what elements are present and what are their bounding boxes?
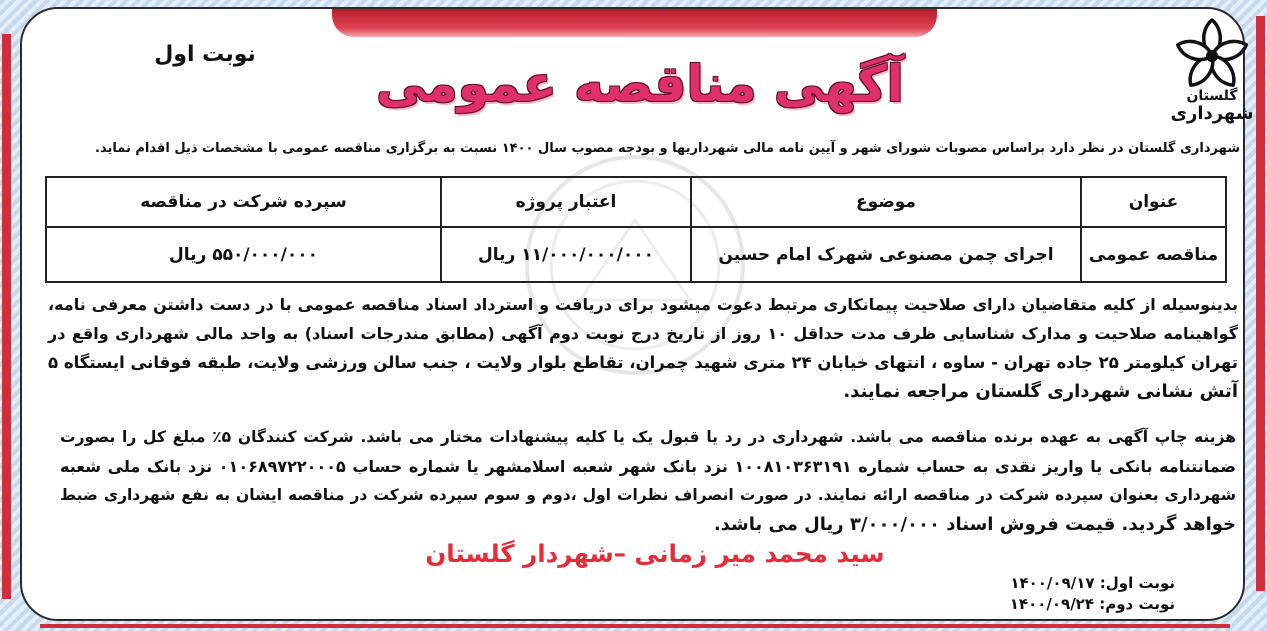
flower-logo-icon xyxy=(1167,16,1257,90)
logo-municipality-label: شهرداری xyxy=(1170,103,1254,124)
first-publication-date: نوبت اول: ۱۴۰۰/۰۹/۱۷ xyxy=(1010,574,1175,592)
logo-city-name: گلستان xyxy=(1186,88,1238,104)
table-header-cell: سپرده شرکت در مناقصه xyxy=(46,177,441,227)
intro-text: شهرداری گلستان در نظر دارد براساس مصوبات شورای شهر و آیین نامه مالی شهرداریها و بودجه مصوب سال ۱۴۰۰ نسبت به برگزاری مناقصه عمومی با مشخصات ذیل اقدام نماید. xyxy=(95,141,1240,156)
paragraph-line: آتش نشانی شهرداری گلستان مراجعه نمایند. xyxy=(843,381,1238,402)
paragraph-line: تهران کیلومتر ۲۵ جاده تهران - ساوه ، انتهای خیابان ۲۴ متری شهید چمران، تقاطع بلوار ولایت ، جنب سالن ورزشی ولایت، طبقه فوقانی ایستگاه ۵ xyxy=(48,353,1238,372)
frame-accent-bottom xyxy=(40,624,1230,628)
tender-table xyxy=(45,176,1227,283)
table-row xyxy=(46,227,1226,282)
table-header-cell: موضوع xyxy=(691,177,1081,227)
second-publication-date: نوبت دوم: ۱۴۰۰/۰۹/۲۴ xyxy=(1009,595,1175,613)
table-cell-tender-deposit: ۵۵۰/۰۰۰/۰۰۰ ریال xyxy=(46,227,441,282)
body-paragraph-2 xyxy=(58,423,1236,539)
table-cell-subject: اجرای چمن مصنوعی شهرک امام حسین xyxy=(691,227,1081,282)
paragraph-line: خواهد گردید. قیمت فروش اسناد ۳/۰۰۰/۰۰۰ ریال می باشد. xyxy=(713,514,1236,535)
page-title: آگهی مناقصه عمومی xyxy=(376,55,904,113)
table-cell-project-budget: ۱۱/۰۰۰/۰۰۰/۰۰۰ ریال xyxy=(441,227,691,282)
paragraph-line: شهرداری بعنوان سپرده شرکت در مناقصه ارائه نمایند. در صورت انصراف نظرات اول ،دوم و سوم سپرده شرکت در مناقصه ایشان به نفع شهرداری ضبط xyxy=(60,486,1236,504)
table-header-row xyxy=(46,177,1226,227)
publication-dates xyxy=(955,573,1175,615)
paragraph-line: گواهینامه صلاحیت و مدارک شناسایی ظرف مدت حداقل ۱۰ روز از تاریخ درج نوبت دوم آگهی (مطابق مندرجات اسناد) به واحد مالی شهرداری واقع در xyxy=(47,324,1238,343)
table-header-cell: عنوان xyxy=(1081,177,1226,227)
publication-round-label: نوبت اول xyxy=(154,42,256,67)
mayor-signature: سید محمد میر زمانی –شهردار گلستان xyxy=(425,539,885,568)
paragraph-line: ضمانتنامه بانکی یا واریز نقدی به حساب شماره ۱۰۰۸۱۰۳۶۳۱۹۱ نزد بانک شهر شعبه اسلامشهر یا شماره حساب ۰۱۰۶۸۹۷۲۲۰۰۰۵ نزد بانک ملی شعبه xyxy=(60,457,1236,476)
frame-accent-left xyxy=(2,34,11,599)
paragraph-line: هزینه چاپ آگهی به عهده برنده مناقصه می باشد. شهرداری در رد یا قبول یک یا کلیه پیشنهادات مختار می باشد. شرکت کنندگان ۵٪ مبلغ کل را بصورت xyxy=(60,428,1236,446)
table-cell-title: مناقصه عمومی xyxy=(1081,227,1226,282)
paragraph-line: بدینوسیله از کلیه متقاضیان دارای صلاحیت پیمانکاری مرتبط دعوت میشود برای دریافت و استرداد اسناد مناقصه عمومی با در دست داشتن معرفی نامه، xyxy=(48,295,1238,314)
table-header-cell: اعتبار پروژه xyxy=(441,177,691,227)
title-ribbon xyxy=(332,9,937,37)
body-paragraph-1 xyxy=(46,290,1238,406)
